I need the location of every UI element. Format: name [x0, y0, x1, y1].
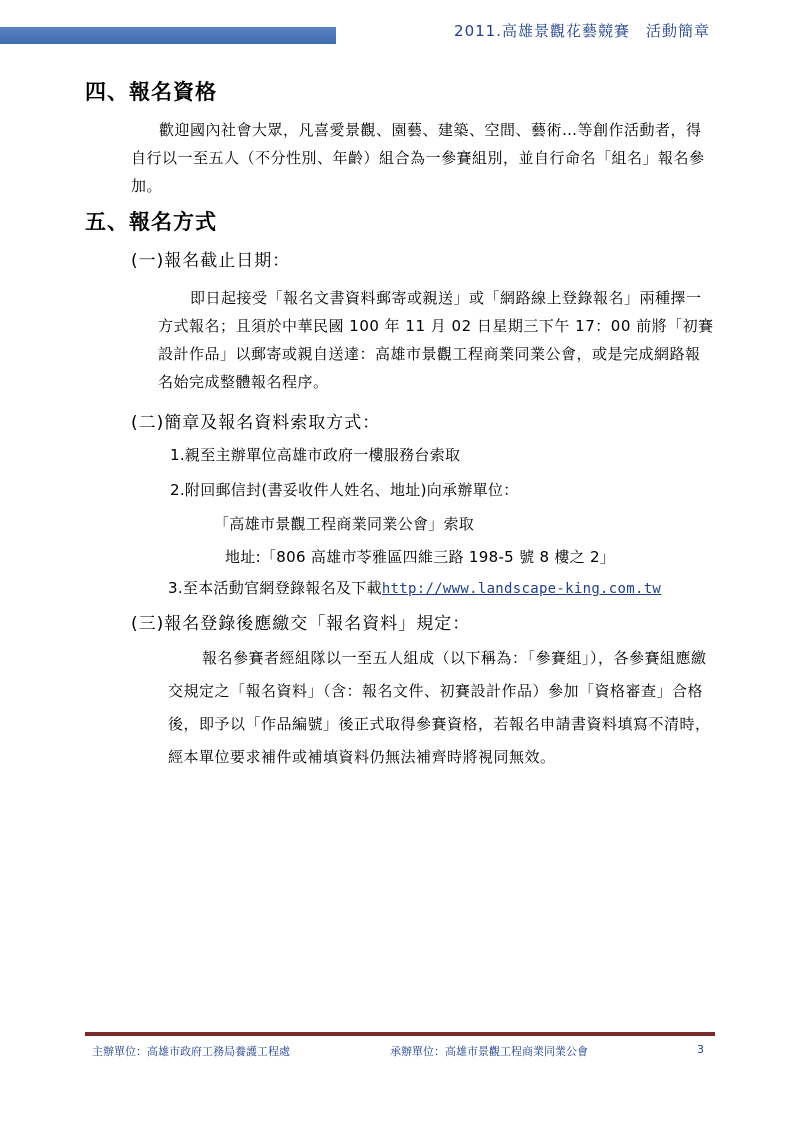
header-color-band	[0, 27, 336, 44]
contractor-address: 地址:「806 高雄市苓雅區四維三路 198-5 號 8 樓之 2」	[225, 548, 616, 566]
eligibility-paragraph: 歡迎國內社會大眾，凡喜愛景觀、園藝、建築、空間、藝術…等創作活動者，得自行以一至五人（不分性別、年齡）組合為一參賽組別，並自行命名「組名」報名參加。	[131, 121, 705, 195]
footer-divider	[85, 1032, 715, 1036]
brochure-method-1: 1.親至主辦單位高雄市政府一樓服務台索取	[170, 446, 461, 464]
brochure-method-2: 2.附回郵信封(書妥收件人姓名、地址)向承辦單位：	[170, 481, 519, 499]
deadline-paragraph: 即日起接受「報名文書資料郵寄或親送」或「網路線上登錄報名」兩種擇一方式報名；且須於中華民國 100 年 11 月 02 日星期三下午 17：00 前將「初賽設計作品」以郵寄或親自送達：高雄市景觀工程商業同業公會，或是完成網路報名始完成整體報名程序。	[158, 289, 714, 391]
brochure-method-3-text: 3.至本活動官網登錄報名及下載	[168, 579, 382, 597]
footer-organizer: 主辦單位：高雄市政府工務局養護工程處	[92, 1045, 290, 1058]
footer-contractor: 承辦單位：高雄市景觀工程商業同業公會	[390, 1045, 588, 1058]
contractor-organization: 「高雄市景觀工程商業同業公會」索取	[214, 515, 475, 533]
running-header-title: 2011.高雄景觀花藝競賽 活動簡章	[454, 22, 710, 40]
section-heading-registration-method: 五、報名方式	[85, 210, 217, 234]
subheading-brochure-request: (二)簡章及報名資料索取方式：	[131, 413, 381, 433]
section-heading-eligibility: 四、報名資格	[85, 80, 217, 104]
subheading-deadline: (一)報名截止日期：	[131, 251, 291, 271]
official-website-link[interactable]: http://www.landscape-king.com.tw	[381, 581, 662, 597]
page-number: 3	[697, 1043, 704, 1056]
subheading-submission-rules: (三)報名登錄後應繳交「報名資料」規定：	[131, 614, 471, 634]
brochure-method-3	[168, 577, 661, 598]
submission-rules-paragraph: 報名參賽者經組隊以一至五人組成（以下稱為：「參賽組」），各參賽組應繳交規定之「報名資料」（含：報名文件、初賽設計作品）參加「資格審查」合格後，即予以「作品編號」後正式取得參賽資格，若報名申請書資料填寫不清時，經本單位要求補件或補填資料仍無法補齊時將視同無效。	[168, 649, 711, 766]
